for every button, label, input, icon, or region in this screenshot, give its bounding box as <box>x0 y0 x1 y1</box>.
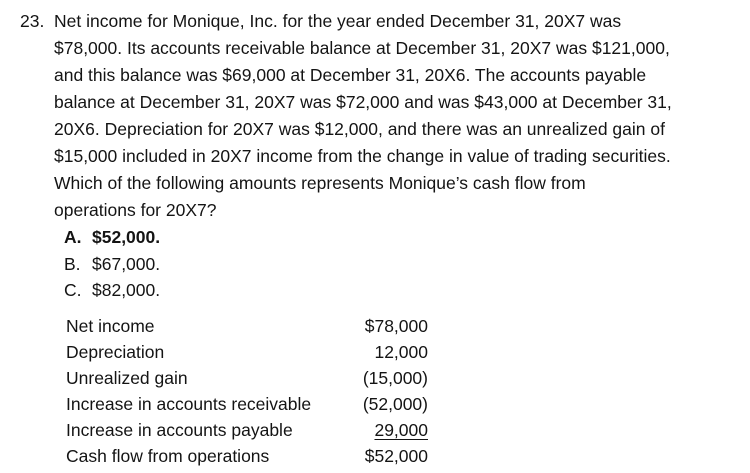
option-letter: A. <box>64 227 82 247</box>
option-text: $82,000. <box>92 280 161 300</box>
row-amount <box>352 443 428 469</box>
amount-value: (52,000) <box>362 394 428 414</box>
question-line: Which of the following amounts represents Monique’s cash flow from <box>54 173 586 193</box>
question-line: Net income for Monique, Inc. for the year ended December 31, 20X7 was <box>54 11 622 31</box>
amount-value: 12,000 <box>374 342 428 362</box>
row-amount <box>352 365 428 391</box>
question-line: balance at December 31, 20X7 was $72,000 and was $43,000 at December 31, <box>54 92 672 112</box>
row-label: Net income <box>66 316 155 336</box>
amount-value: 29,000 <box>374 420 428 440</box>
amount-value: $78,000 <box>364 316 428 336</box>
table-row <box>66 417 428 443</box>
table-row <box>66 365 428 391</box>
row-label: Unrealized gain <box>66 368 188 388</box>
table-row <box>66 339 428 365</box>
row-amount <box>352 313 428 339</box>
question-text <box>54 8 744 224</box>
row-label: Increase in accounts payable <box>66 420 293 440</box>
row-amount <box>352 391 428 417</box>
amount-value: $52,000 <box>364 446 428 466</box>
row-amount <box>352 417 428 443</box>
option-letter: C. <box>64 280 82 300</box>
table-row <box>66 443 428 469</box>
question-line: operations for 20X7? <box>54 200 217 220</box>
option-text: $52,000. <box>92 227 161 247</box>
answer-option-c <box>64 277 160 304</box>
amount-value: (15,000) <box>362 368 428 388</box>
row-label: Cash flow from operations <box>66 446 270 466</box>
option-text: $67,000. <box>92 253 161 274</box>
table-row <box>66 313 428 339</box>
row-amount <box>352 339 428 365</box>
answer-option-a <box>64 224 160 251</box>
solution-table <box>66 313 428 469</box>
row-label: Increase in accounts receivable <box>66 394 312 414</box>
answer-option-b <box>64 251 160 278</box>
question-line: $78,000. Its accounts receivable balance at December 31, 20X7 was $121,000, <box>54 38 670 58</box>
question-line: 20X6. Depreciation for 20X7 was $12,000, and there was an unrealized gain of <box>54 119 665 139</box>
question-number: 23. <box>20 11 45 31</box>
row-label: Depreciation <box>66 342 165 362</box>
table-row <box>66 391 428 417</box>
answer-options <box>64 224 160 304</box>
question-line: and this balance was $69,000 at December 31, 20X6. The accounts payable <box>54 65 647 85</box>
option-letter: B. <box>64 253 81 274</box>
question-line: $15,000 included in 20X7 income from the change in value of trading securities. <box>54 146 671 166</box>
